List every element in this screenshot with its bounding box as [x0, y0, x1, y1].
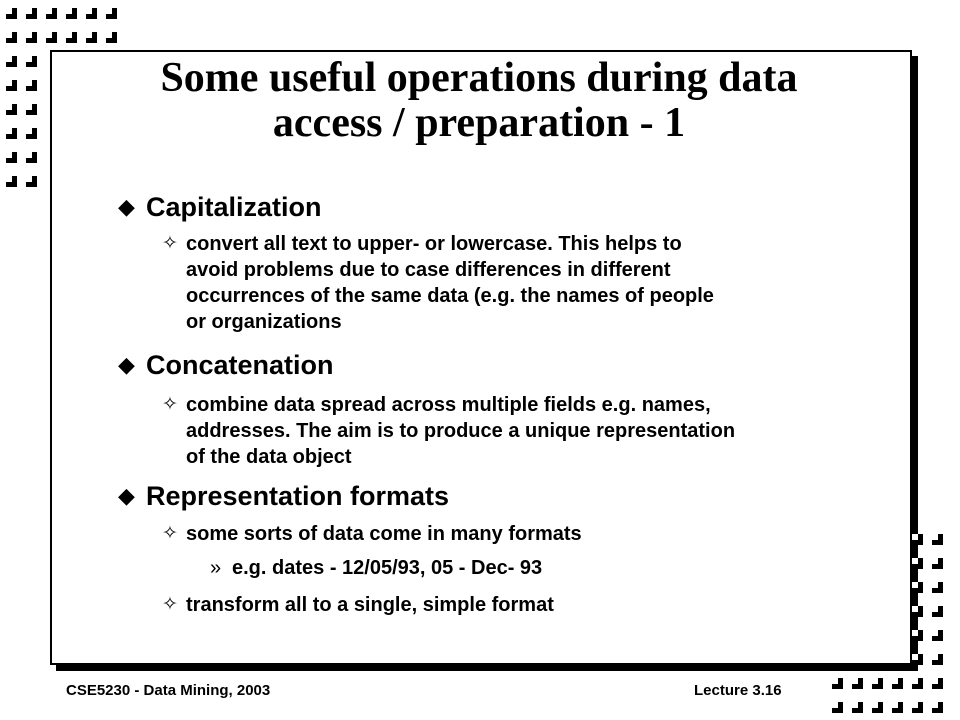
decorative-square [46, 32, 61, 47]
diamond-bullet-icon: ◆ [118, 352, 135, 377]
decorative-square [932, 654, 947, 669]
decorative-square [912, 558, 927, 573]
decorative-square [932, 582, 947, 597]
sub-bullet-text: transform all to a single, simple format [186, 594, 554, 616]
decorative-square [932, 702, 947, 717]
decorative-square [26, 104, 41, 119]
decorative-square [6, 8, 21, 23]
decorative-square [892, 678, 907, 693]
decorative-square [912, 606, 927, 621]
sub-sub-bullet-text: e.g. dates - 12/05/93, 05 - Dec- 93 [232, 557, 543, 579]
decorative-square [6, 32, 21, 47]
text-line: of the data object [186, 446, 352, 468]
decorative-square [6, 104, 21, 119]
decorative-square [932, 534, 947, 549]
decorative-square [932, 678, 947, 693]
slide-title [52, 56, 906, 146]
slide-title-line: access / preparation - 1 [272, 100, 686, 146]
text-line: convert all text to upper- or lowercase. This helps to [186, 233, 682, 255]
bullet-representation-formats: Representation formats [146, 481, 450, 511]
decorative-square [6, 56, 21, 71]
decorative-square [912, 534, 927, 549]
decorative-square [26, 32, 41, 47]
decorative-square [106, 8, 121, 23]
decorative-square [932, 558, 947, 573]
decorative-square [26, 128, 41, 143]
decorative-square [832, 678, 847, 693]
decorative-square [852, 678, 867, 693]
bullet-capitalization: Capitalization [146, 192, 322, 222]
text-line: avoid problems due to case differences in different [186, 259, 671, 281]
decorative-square [912, 702, 927, 717]
bullet-concatenation: Concatenation [146, 350, 334, 380]
text-line: addresses. The aim is to produce a unique representation [186, 420, 736, 442]
decorative-square [932, 606, 947, 621]
sub-bullet-text [186, 231, 714, 335]
decorative-square [912, 630, 927, 645]
decorative-square [832, 702, 847, 717]
decorative-square [106, 32, 121, 47]
decorative-square [26, 80, 41, 95]
decorative-square [86, 32, 101, 47]
decorative-square [6, 152, 21, 167]
sparkle-bullet-icon: ✧ [162, 594, 178, 615]
decorative-square [26, 176, 41, 191]
footer-course: CSE5230 - Data Mining, 2003 [66, 682, 271, 699]
decorative-square [912, 654, 927, 669]
footer-lecture-number: Lecture 3.16 [694, 682, 782, 699]
decorative-square [26, 8, 41, 23]
diamond-bullet-icon: ◆ [118, 483, 135, 508]
text-line: or organizations [186, 311, 342, 333]
decorative-square [26, 152, 41, 167]
decorative-square [872, 678, 887, 693]
decorative-square [46, 8, 61, 23]
diamond-bullet-icon: ◆ [118, 194, 135, 219]
guillemet-bullet-icon: » [210, 557, 222, 579]
sub-bullet-text [186, 392, 735, 470]
decorative-square [852, 702, 867, 717]
decorative-square [6, 176, 21, 191]
slide-title-line: Some useful operations during data [160, 55, 798, 101]
decorative-square [872, 702, 887, 717]
sparkle-bullet-icon: ✧ [162, 394, 178, 415]
decorative-square [932, 630, 947, 645]
decorative-square [26, 56, 41, 71]
text-line: occurrences of the same data (e.g. the names of people [186, 285, 714, 307]
sub-bullet-text: some sorts of data come in many formats [186, 523, 582, 545]
decorative-square [66, 8, 81, 23]
decorative-square [912, 678, 927, 693]
sparkle-bullet-icon: ✧ [162, 523, 178, 544]
decorative-square [86, 8, 101, 23]
decorative-square [66, 32, 81, 47]
decorative-square [6, 128, 21, 143]
sparkle-bullet-icon: ✧ [162, 233, 178, 254]
text-line: combine data spread across multiple fields e.g. names, [186, 394, 711, 416]
decorative-square [892, 702, 907, 717]
decorative-square [6, 80, 21, 95]
decorative-square [912, 582, 927, 597]
